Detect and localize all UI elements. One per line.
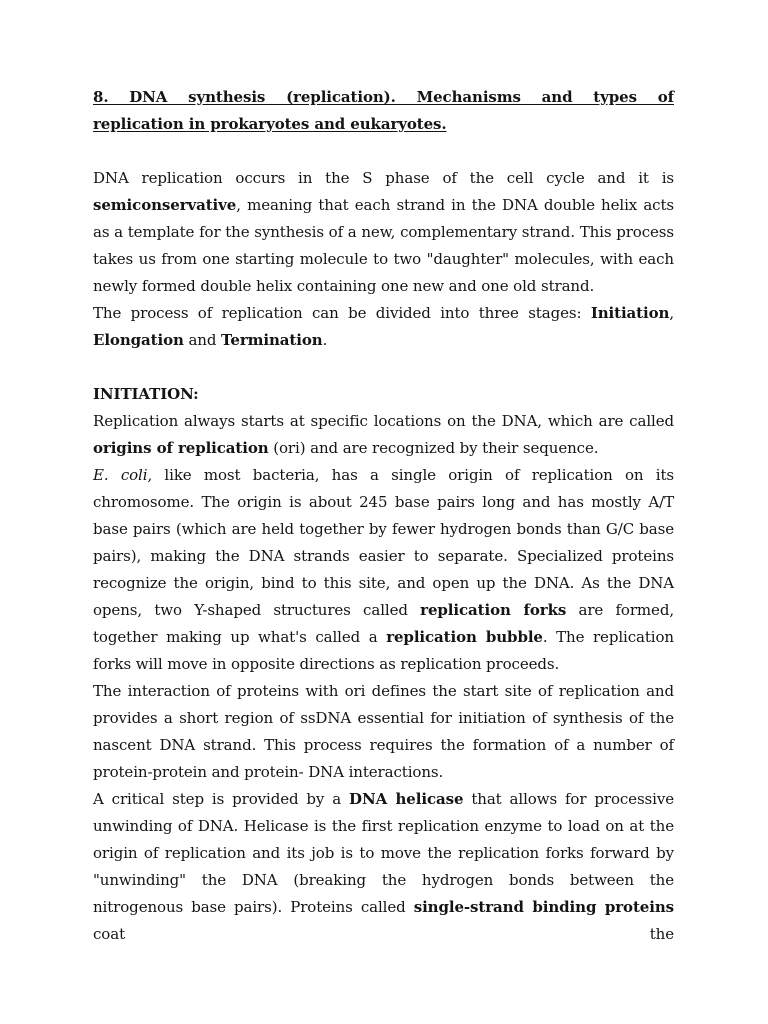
term-dna-helicase: DNA helicase: [349, 790, 464, 808]
text-run: (ori) and are recognized by their sequence.: [268, 439, 599, 457]
term-replication-bubble: replication bubble: [386, 628, 543, 646]
text-run: , meaning that each strand in the DNA double helix acts as a template for the synthesis of a new, complementary strand. This process takes us from one starting molecule to two "daughter" molecules, with each newly formed double helix containing one new and one old strand.: [93, 196, 674, 295]
text-run: that allows for processive unwinding of DNA. Helicase is the first replication enzyme to load on at the origin of replication and its job is to move the replication forks forward by "unwinding" the DNA (breaking the hydrogen bonds between the nitrogenous base pairs). Proteins called: [93, 790, 674, 916]
initiation-paragraph-3: The interaction of proteins with ori defines the start site of replication and provides a short region of ssDNA essential for initiation of synthesis of the nascent DNA strand. This process requires the formation of a number of protein-protein and protein- DNA interactions.: [93, 682, 674, 781]
spacer: [93, 138, 674, 165]
spacer: [93, 354, 674, 381]
initiation-paragraph-2: [93, 462, 674, 678]
text-run: The process of replication can be divided into three stages:: [93, 304, 591, 322]
term-single-strand-binding-proteins: single-strand binding proteins: [413, 898, 674, 916]
heading-line-1: 8. DNA synthesis (replication). Mechanisms and types of: [93, 88, 674, 106]
intro-paragraph-1: [93, 165, 674, 300]
term-semiconservative: semiconservative: [93, 196, 237, 214]
document-heading: [93, 84, 674, 138]
heading-line-2: replication in prokaryotes and eukaryotes.: [93, 115, 447, 133]
text-run: DNA replication occurs in the S phase of the cell cycle and it is: [93, 169, 674, 187]
term-initiation: Initiation: [590, 304, 670, 322]
text-run: Replication always starts at specific locations on the DNA, which are called: [93, 412, 674, 430]
section-title-initiation: INITIATION:: [93, 385, 199, 403]
text-run: A critical step is provided by a: [93, 790, 350, 808]
text-run: and: [183, 331, 222, 349]
document-page: [93, 84, 674, 948]
term-elongation: Elongation: [93, 331, 184, 349]
initiation-paragraph-1: [93, 408, 674, 462]
term-replication-forks: replication forks: [420, 601, 567, 619]
initiation-paragraph-4: [93, 786, 674, 948]
term-origins-of-replication: origins of replication: [93, 439, 269, 457]
term-termination: Termination: [221, 331, 323, 349]
text-run: ,: [669, 304, 674, 322]
text-run: are formed, together making up what's called a: [93, 601, 674, 646]
intro-paragraph-2: [93, 300, 674, 354]
term-e-coli: E. coli: [93, 466, 148, 484]
text-run: coat the: [93, 925, 674, 943]
text-run: .: [322, 331, 328, 349]
text-run: . The replication forks will move in opposite directions as replication proceeds.: [93, 628, 674, 673]
text-run: , like most bacteria, has a single origin of replication on its chromosome. The origin is about 245 base pairs long and has mostly A/T base pairs (which are held together by fewer hydrogen bonds than G/C base pairs), making the DNA strands easier to separate. Specialized proteins recognize the origin, bind to this site, and open up the DNA. As the DNA opens, two Y-shaped structures called: [93, 466, 675, 619]
